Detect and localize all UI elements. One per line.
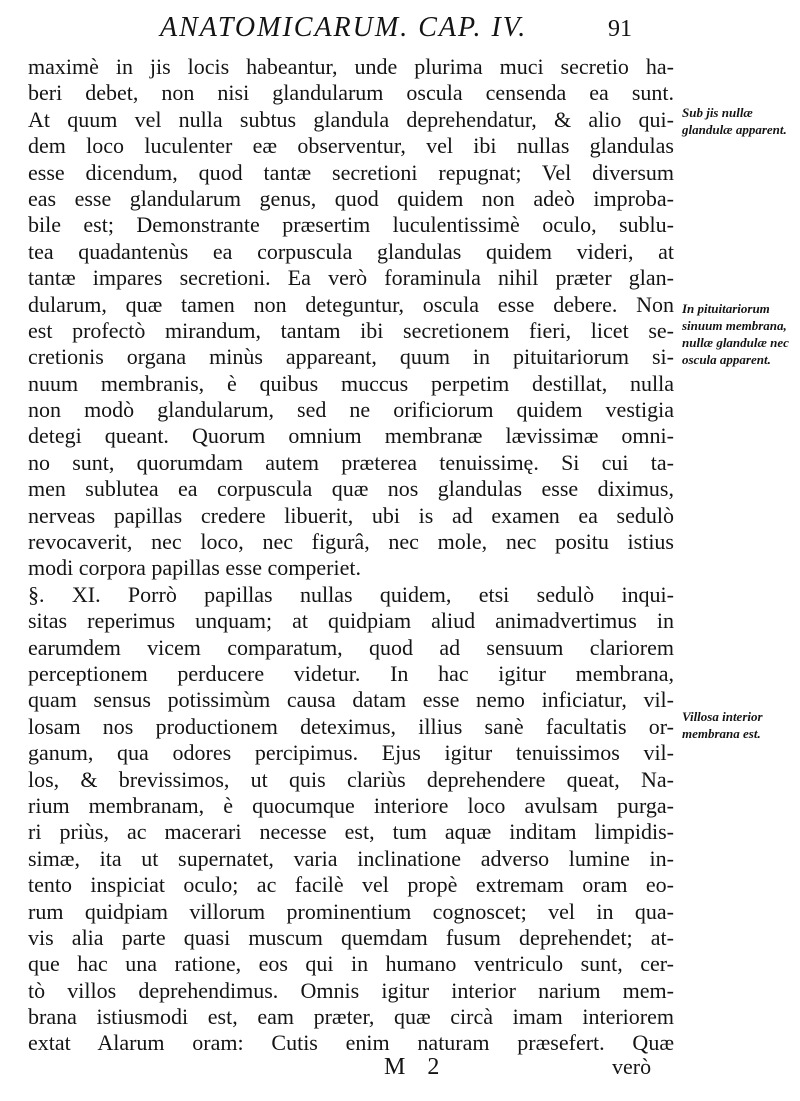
text-line: dularum, quæ tamen non deteguntur, oscula esse debere. Non: [28, 291, 674, 317]
text-line: extat Alarum oram: Cutis enim naturam præsefert. Quæ: [28, 1030, 674, 1056]
text-line: simæ, ita ut supernatet, varia inclinatione adverso lumine in-: [28, 845, 674, 871]
text-line: eas esse glandularum genus, quod quidem non adeò improba-: [28, 185, 674, 211]
text-line: §. XI. Porrò papillas nullas quidem, etsi sedulò inqui-: [28, 581, 674, 607]
text-line: ri priùs, ac macerari necesse est, tum aquæ inditam limpidis-: [28, 819, 674, 845]
text-line: rum quidpiam villorum prominentium cognoscet; vel in qua-: [28, 898, 674, 924]
text-line: tò villos deprehendimus. Omnis igitur interior narium mem-: [28, 977, 674, 1003]
text-line: At quum vel nulla subtus glandula deprehendatur, & alio qui-: [28, 106, 674, 132]
signature-mark: M 2: [384, 1054, 448, 1080]
text-line: tantæ impares secretioni. Ea verò foraminula nihil præter glan-: [28, 265, 674, 291]
text-line: rium membranam, è quocumque interiore loco avulsam purga-: [28, 792, 674, 818]
text-line: ganum, qua odores percipimus. Ejus igitur tenuissimos vil-: [28, 740, 674, 766]
margin-note: In pituitariorum sinuum membrana, nullæ glandulæ nec oscula apparent.: [682, 301, 789, 367]
text-line: earumdem vicem comparatum, quod ad sensuum clariorem: [28, 634, 674, 660]
text-line: no sunt, quorumdam autem præterea tenuissimę. Si cui ta-: [28, 449, 674, 475]
text-line: beri debet, non nisi glandularum oscula censenda ea sunt.: [28, 80, 674, 106]
text-line: sitas reperimus unquam; at quidpiam aliud animadvertimus in: [28, 608, 674, 634]
text-line: bile est; Demonstrante præsertim luculentissimè oculo, sublu-: [28, 212, 674, 238]
text-line: est profectò mirandum, tantam ibi secretionem fieri, licet se-: [28, 317, 674, 343]
margin-note: Villosa interior membrana est.: [682, 709, 763, 741]
text-line: losam nos productionem deteximus, illius sanè facultatis or-: [28, 713, 674, 739]
text-line: esse dicendum, quod tantæ secretioni repugnat; Vel diversum: [28, 159, 674, 185]
text-line: detegi queant. Quorum omnium membranæ lævissimæ omni-: [28, 423, 674, 449]
text-line: cretionis organa minùs appareant, quum in pituitariorum si-: [28, 344, 674, 370]
text-line: nerveas papillas credere libuerit, ubi is ad examen ea sedulò: [28, 502, 674, 528]
text-line: perceptionem perducere videtur. In hac igitur membrana,: [28, 660, 674, 686]
text-line: maximè in jis locis habeantur, unde plurima muci secretio ha-: [28, 54, 674, 79]
text-line: men sublutea ea corpuscula quæ nos glandulas esse diximus,: [28, 476, 674, 502]
text-line: vis alia parte quasi muscum quemdam fusum deprehendet; at-: [28, 924, 674, 950]
text-line: que hac una ratione, eos qui in humano ventriculo sunt, cer-: [28, 951, 674, 977]
margin-note: Sub jis nullæ glandulæ apparent.: [682, 105, 787, 137]
text-line: brana istiusmodi est, eam præter, quæ circà imam interiorem: [28, 1004, 674, 1030]
running-title: ANATOMICARUM. CAP. IV.: [160, 12, 528, 43]
text-line: tento inspiciat oculo; ac facilè vel propè extremam oram eo-: [28, 872, 674, 898]
text-line: dem loco luculenter eæ observentur, vel ibi nullas glandulas: [28, 133, 674, 159]
text-line: revocaverit, nec loco, nec figurâ, nec mole, nec positu istius: [28, 529, 674, 555]
body-text: [28, 54, 674, 1057]
text-line: los, & brevissimos, ut quis clariùs deprehendere queat, Na-: [28, 766, 674, 792]
catchword: verò: [612, 1054, 652, 1079]
text-line: tea quadantenùs ea corpuscula glandulas quidem videri, at: [28, 238, 674, 264]
text-line: non modò glandularum, sed ne orificiorum quidem vestigia: [28, 397, 674, 423]
text-line: nuum membranis, è quibus muccus perpetim destillat, nulla: [28, 370, 674, 396]
text-line: quam sensus potissimùm causa datam esse nemo inficiatur, vil-: [28, 687, 674, 713]
page-number: 91: [608, 16, 632, 42]
text-line: modi corpora papillas esse comperiet.: [28, 555, 361, 581]
